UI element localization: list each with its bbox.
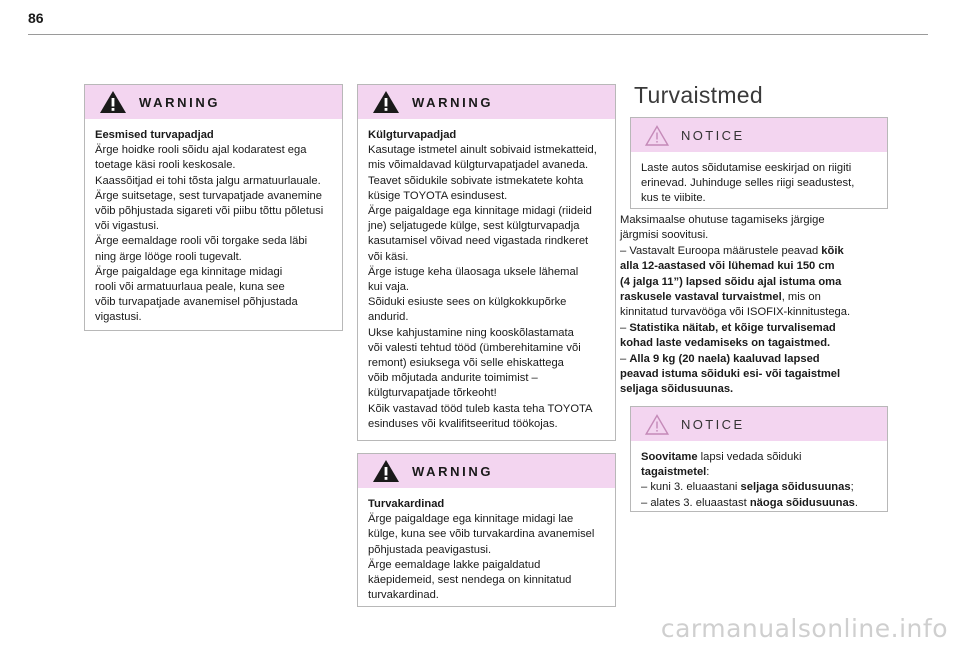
warning-box-side-airbags xyxy=(357,84,616,441)
recommendation-2-cont: kohad laste vedamiseks on tagaistmed. xyxy=(620,337,831,350)
warning-label: WARNING xyxy=(139,94,221,110)
notice-triangle-icon xyxy=(645,414,669,435)
warning-label: WARNING xyxy=(412,463,494,479)
text-line: või vigastusi. xyxy=(95,220,160,233)
warning-text xyxy=(95,143,332,325)
child-seat-recommendations xyxy=(620,213,920,398)
text-line: remont) esiuksega või selle ehiskattega xyxy=(368,357,564,370)
warning-box-front-airbags xyxy=(84,84,343,331)
page-number: 86 xyxy=(28,10,44,26)
recommendation-1-cont: kinnitatud turvavööga või ISOFIX-kinnitustega. xyxy=(620,306,851,319)
text-line: küsige TOYOTA esindusest. xyxy=(368,189,508,202)
warning-body xyxy=(358,119,615,440)
text-line: esinduses või kvalifitseeritud töökojas. xyxy=(368,417,558,430)
notice-label: NOTICE xyxy=(681,416,745,432)
top-divider xyxy=(28,34,928,35)
text-line: või valesti tehtud tööd (ümberehitamine või xyxy=(368,341,581,354)
warning-header xyxy=(85,85,342,119)
recommendation-3: – Alla 9 kg (20 naela) kaaluvad lapsed xyxy=(620,352,820,365)
text-line: võib mõjutada andurite toimimist – xyxy=(368,372,538,385)
warning-header xyxy=(358,85,615,119)
text-line: Teavet sõidukile sobivate istmekatete kohta xyxy=(368,174,584,187)
text-line: Ärge paigaldage ega kinnitage midagi (riideid xyxy=(368,205,592,218)
notice-header xyxy=(631,407,887,441)
text-line: võib turvapatjade avanemisel põhjustada xyxy=(95,296,298,309)
intro-line: järgmisi soovitusi. xyxy=(620,229,709,242)
notice-label: NOTICE xyxy=(681,127,745,143)
intro-line: Maksimaalse ohutuse tagamiseks järgige xyxy=(620,214,825,226)
warning-text xyxy=(368,512,605,603)
warning-header xyxy=(358,454,615,488)
text-line: Kõik vastavad tööd tuleb kasta teha TOYOTA xyxy=(368,402,593,415)
text-line: jne) seljatugede külge, sest külgturvapadja xyxy=(368,220,580,233)
text-line: Ärge hoidke rooli sõidu ajal kodaratest ega xyxy=(95,144,307,157)
watermark: carmanualsonline.info xyxy=(660,614,948,643)
recommendation-2: – Statistika näitab, et kõige turvalisemad xyxy=(620,321,836,334)
text-line: Ärge istuge keha ülaosaga uksele lähemal xyxy=(368,265,579,278)
text-line: Kaassõitjad ei tohi tõsta jalgu armatuurlauale. xyxy=(95,174,321,187)
recommendation-1-cont: alla 12-aastased või lühemad kui 150 cm xyxy=(620,260,835,273)
recommendation-1-cont: raskusele vastaval turvaistmel, mis on xyxy=(620,291,821,304)
warning-triangle-icon xyxy=(372,90,400,114)
recommendation-1: – Vastavalt Euroopa määrustele peavad kõik xyxy=(620,244,844,257)
text-line: erinevad. Juhinduge selles riigi seadustest, xyxy=(641,177,855,190)
text-line: Ärge eemaldage lakke paigaldatud xyxy=(368,558,541,571)
notice-body xyxy=(631,152,887,215)
text-line: rooli või armatuurlaua peale, kuna see xyxy=(95,281,285,294)
warning-body xyxy=(85,119,342,334)
text-line: külge, kuna see võib turvakardina avanemisel xyxy=(368,528,595,541)
text-line: Kasutage istmetel ainult sobivaid istmekatteid, xyxy=(368,144,597,157)
text-line: toetage käsi rooli keskosale. xyxy=(95,159,236,172)
notice-header xyxy=(631,118,887,152)
notice-body xyxy=(631,441,887,519)
text-line: põhjustada peavigastusi. xyxy=(368,543,492,556)
recommendation-3-cont: seljaga sõidusuunas. xyxy=(620,383,734,396)
text-line: Ärge paigaldage ega kinnitage midagi xyxy=(95,265,283,278)
warning-title: Külgturvapadjad xyxy=(368,129,457,141)
section-title: Turvaistmed xyxy=(634,82,763,108)
warning-title: Turvakardinad xyxy=(368,498,445,510)
recommendation-1-cont: (4 jalga 11”) lapsed sõidu ajal istuma oma xyxy=(620,275,842,288)
notice-text xyxy=(641,161,877,207)
recommendation-3-cont: peavad istuma sõiduki esi- või tagaistmel xyxy=(620,368,841,381)
text-line: vigastusi. xyxy=(95,311,142,324)
text-line: andurid. xyxy=(368,311,409,324)
text-line: Ärge eemaldage rooli või torgake seda läbi xyxy=(95,235,308,248)
text-line: Sõiduki esiuste sees on külgkokkupõrke xyxy=(368,296,567,309)
text-line: turvakardinad. xyxy=(368,589,439,602)
notice-box-seat-direction xyxy=(630,406,888,512)
text-line: külgturvapatjade tõrkeoht! xyxy=(368,387,497,400)
notice-line: – alates 3. eluaastast näoga sõidusuunas. xyxy=(641,496,859,509)
text-line: mis võimaldavad külgturvapatjadel avaneda. xyxy=(368,159,589,172)
notice-box-regulations xyxy=(630,117,888,209)
text-line: kasutamisel võivad need vigastada rindkeret xyxy=(368,235,589,248)
notice-triangle-icon xyxy=(645,125,669,146)
text-line: Laste autos sõidutamise eeskirjad on riigiti xyxy=(641,162,852,174)
text-line: kui vaja. xyxy=(368,281,410,294)
warning-box-curtain-airbags xyxy=(357,453,616,607)
text-line: ning ärge lööge rooli tugevalt. xyxy=(95,250,242,263)
warning-triangle-icon xyxy=(372,459,400,483)
warning-body xyxy=(358,488,615,611)
warning-text xyxy=(368,143,605,432)
text-line: käepidemeid, sest nendega on kinnitatud xyxy=(368,574,572,587)
notice-line: Soovitame lapsi vedada sõiduki xyxy=(641,451,802,463)
warning-title: Eesmised turvapadjad xyxy=(95,129,214,141)
text-line: Ukse kahjustamine ning kooskõlastamata xyxy=(368,326,574,339)
warning-label: WARNING xyxy=(412,94,494,110)
text-line: võib põhjustada sigareti või piibu tõttu põletusi xyxy=(95,205,324,218)
notice-line: – kuni 3. eluaastani seljaga sõidusuunas; xyxy=(641,481,854,494)
notice-line: tagaistmetel: xyxy=(641,466,710,479)
text-line: Ärge suitsetage, sest turvapatjade avanemine xyxy=(95,189,322,202)
text-line: Ärge paigaldage ega kinnitage midagi lae xyxy=(368,513,574,526)
warning-triangle-icon xyxy=(99,90,127,114)
text-line: või käsi. xyxy=(368,250,409,263)
text-line: kus te viibite. xyxy=(641,192,706,205)
